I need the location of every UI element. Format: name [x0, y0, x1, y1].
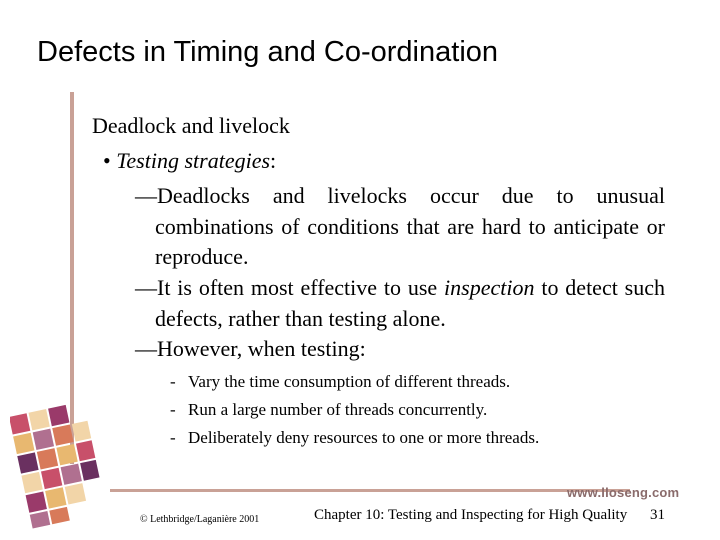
sub-item-text: Deliberately deny resources to one or more threads.	[188, 428, 540, 447]
section-heading: Deadlock and livelock	[92, 113, 290, 138]
paragraph-deadlocks: —Deadlocks and livelocks occur due to unusual combinations of conditions that are hard to anticipate or reproduce.	[135, 183, 665, 269]
paragraph-when-testing: —However, when testing:	[135, 336, 366, 361]
paragraph-inspection	[135, 273, 665, 334]
sub-item-marker: -	[170, 428, 176, 447]
sub-item-text: Vary the time consumption of different threads.	[188, 372, 511, 391]
sub-item	[170, 400, 487, 420]
mosaic-decoration	[10, 400, 105, 530]
sub-item	[170, 428, 539, 448]
slide-title: Defects in Timing and Co-ordination	[37, 36, 499, 68]
paragraph-inspection-pre: —It is often most effective to use	[135, 275, 445, 300]
sub-item-marker: -	[170, 372, 176, 391]
sub-item-text: Run a large number of threads concurrently.	[188, 400, 488, 419]
bullet-testing-strategies	[103, 148, 276, 174]
bullet-term: Testing strategies	[116, 148, 271, 173]
inspection-emphasis: inspection	[444, 275, 535, 300]
horizontal-rule	[110, 489, 630, 492]
bullet-marker: •	[103, 148, 111, 173]
bullet-suffix: :	[270, 148, 277, 173]
website-watermark: www.lloseng.com	[567, 485, 680, 500]
footer-copyright: © Lethbridge/Laganière 2001	[140, 514, 260, 525]
paragraph-inspection-post: to detect such defects, rather than testing alone.	[155, 275, 665, 331]
sub-item	[170, 372, 510, 392]
page-number: 31	[650, 507, 665, 523]
sub-item-marker: -	[170, 400, 176, 419]
footer-chapter: Chapter 10: Testing and Inspecting for High Quality	[314, 507, 628, 523]
